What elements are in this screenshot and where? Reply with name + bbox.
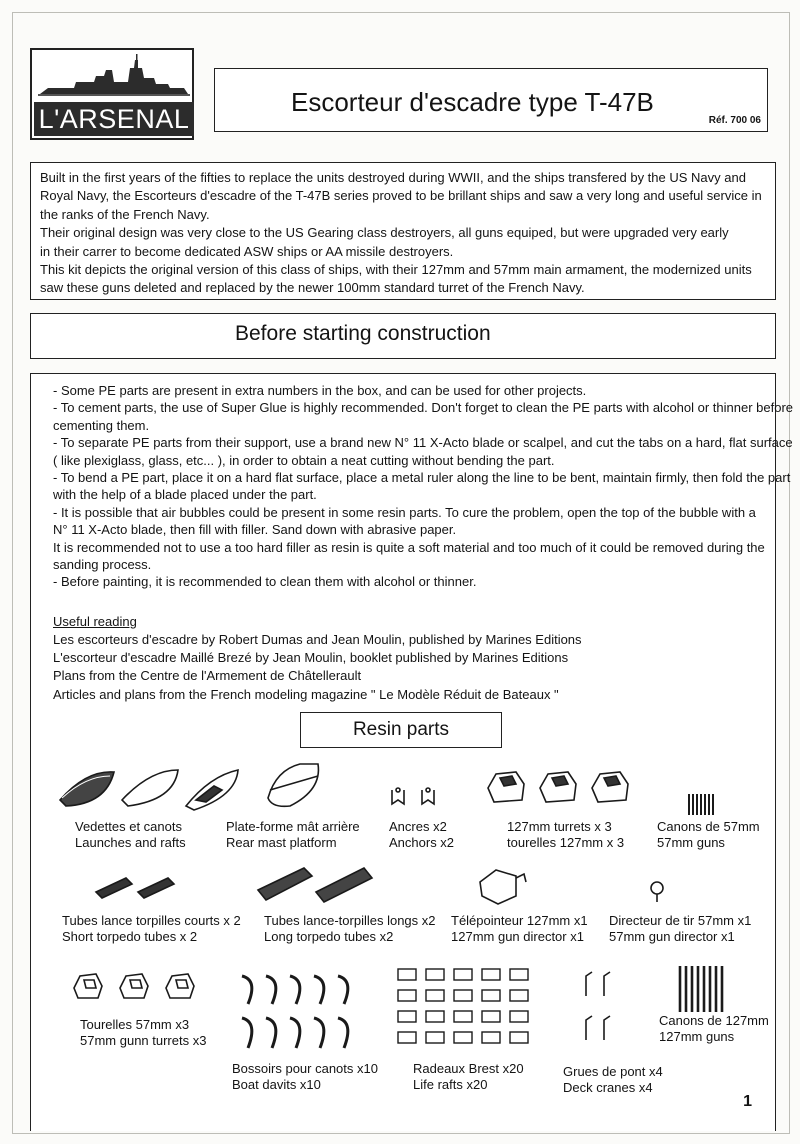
intro-line: saw these guns deleted and replaced by the newer 100mm standard turret of the French Navy. <box>40 280 585 296</box>
note-line: N° 11 X-Acto blade, then fill with filler. Sand down with abrasive paper. <box>53 522 457 538</box>
part-label-long-torpedo-tubes <box>264 913 436 945</box>
part-label-mast-platform <box>226 819 360 851</box>
part-name-fr: Canons de 127mm <box>659 1013 769 1028</box>
reading-item: Articles and plans from the French modeling magazine " Le Modèle Réduit de Bateaux " <box>53 686 559 702</box>
gun-director-127mm-icon <box>480 870 526 904</box>
note-line: - To bend a PE part, place it on a hard flat surface, place a metal ruler along the line to be bent, maintain firmly, then fold the part <box>53 470 791 486</box>
part-label-deck-cranes <box>563 1064 663 1096</box>
part-name-fr: Tourelles 57mm x3 <box>80 1017 190 1032</box>
part-name-en: 127mm guns <box>659 1029 735 1045</box>
part-name-en: 127mm turrets x 3 <box>507 819 612 834</box>
part-label-57mm-director <box>609 913 751 945</box>
turret-127mm-icon <box>592 772 628 802</box>
intro-line: Their original design was very close to the US Gearing class destroyers, all guns equiped, but were upgraded very early <box>40 225 729 241</box>
part-label-127mm-guns <box>659 1013 769 1045</box>
brand-name: L'ARSENAL <box>34 102 194 136</box>
part-name-en: Launches and rafts <box>75 835 186 851</box>
part-name-en: Short torpedo tubes x 2 <box>62 929 198 945</box>
part-label-boat-davits <box>232 1061 378 1093</box>
intro-line: Built in the first years of the fifties to replace the units destroyed during WWII, and the ships transfered by the US Navy and <box>40 170 746 185</box>
rowing-boat-icon <box>122 770 178 806</box>
part-name-en: 57mm gunn turrets x3 <box>80 1033 207 1049</box>
intro-line: This kit depicts the original version of this class of ships, with their 127mm and 57mm main armament, the modernized units <box>40 262 752 278</box>
turret-127mm-icon <box>540 772 576 802</box>
part-name-en: Long torpedo tubes x2 <box>264 929 394 945</box>
part-name-fr: Télépointeur 127mm x1 <box>451 913 588 928</box>
long-torpedo-tubes-icon <box>258 868 372 902</box>
part-name-fr: Grues de pont x4 <box>563 1064 663 1079</box>
part-name-fr: Tubes lance torpilles courts x 2 <box>62 913 241 928</box>
reading-item: L'escorteur d'escadre Maillé Brezé by Jean Moulin, booklet published by Marines Editions <box>53 650 569 666</box>
intro-line: Royal Navy, the Escorteurs d'escadre of the T-47B series proved to be brillant ships and saw a very long and useful service in <box>40 188 762 204</box>
note-line: It is recommended not to use a too hard filler as resin is quite a soft material and too much of it could be removed during the <box>53 539 765 555</box>
part-name-en: Life rafts x20 <box>413 1077 488 1093</box>
note-line: - To separate PE parts from their support, use a brand new N° 11 X-Acto blade or scalpel, and cut the tabs on a hard, flat surface <box>53 435 793 451</box>
part-name-fr: Radeaux Brest x20 <box>413 1061 524 1076</box>
part-name-en: Anchors x2 <box>389 835 455 851</box>
motor-launch-icon <box>186 770 238 810</box>
part-label-57mm-turrets <box>80 1017 206 1049</box>
part-label-anchors <box>389 819 454 851</box>
reading-heading: Useful reading <box>53 614 137 629</box>
page-number: 1 <box>743 1093 752 1110</box>
part-label-launches <box>75 819 186 851</box>
reference-number: Réf. 700 06 <box>708 115 761 126</box>
short-torpedo-tubes-icon <box>96 878 174 898</box>
part-label-life-rafts <box>413 1061 524 1093</box>
part-name-en: 57mm guns <box>657 835 725 851</box>
part-name-fr: Canons de 57mm <box>657 819 760 834</box>
gun-barrels-127mm-icon <box>680 966 722 1012</box>
part-name-en: Rear mast platform <box>226 835 337 851</box>
anchor-icon <box>422 788 434 804</box>
part-label-short-torpedo-tubes <box>62 913 241 945</box>
anchor-icon <box>392 788 404 804</box>
part-name-en: 57mm gun director x1 <box>609 929 735 945</box>
boat-davits-icon <box>242 976 348 1048</box>
note-line: - To cement parts, the use of Super Glue is highly recommended. Don't forget to clean the PE parts with alcohol or thinner before <box>53 400 794 416</box>
reading-item: Plans from the Centre de l'Armement de Châtellerault <box>53 668 362 684</box>
part-name-fr: Ancres x2 <box>389 819 447 834</box>
reading-item: Les escorteurs d'escadre by Robert Dumas and Jean Moulin, published by Marines Editions <box>53 632 582 647</box>
part-name-fr: Tubes lance-torpilles longs x2 <box>264 913 436 928</box>
document-title: Escorteur d'escadre type T-47B <box>291 87 654 117</box>
note-line: sanding process. <box>53 557 152 573</box>
life-rafts-icon <box>398 969 528 1043</box>
gun-barrels-57mm-icon <box>689 794 713 815</box>
note-line: - Before painting, it is recommended to clean them with alcohol or thinner. <box>53 574 477 590</box>
part-label-57mm-guns <box>657 819 760 851</box>
part-label-127mm-director <box>451 913 588 945</box>
turret-57mm-icon <box>74 974 102 998</box>
note-line: with the help of a blade placed under the part. <box>53 487 317 503</box>
part-name-fr: Bossoirs pour canots x10 <box>232 1061 378 1076</box>
turret-57mm-icon <box>166 974 194 998</box>
launch-boat-icon <box>60 772 114 806</box>
part-name-fr: tourelles 127mm x 3 <box>507 835 625 851</box>
part-name-en: 127mm gun director x1 <box>451 929 584 945</box>
mast-platform-icon <box>268 764 318 806</box>
note-line: - It is possible that air bubbles could be present in some resin parts. To cure the problem, open the top of the bubble with a <box>53 504 756 520</box>
note-line: ( like plexiglass, glass, etc... ), in order to obtain a neat cutting without bending the part. <box>53 452 555 468</box>
turret-127mm-icon <box>488 772 524 802</box>
deck-cranes-icon <box>586 972 610 1040</box>
note-line: cementing them. <box>53 417 150 433</box>
turret-57mm-icon <box>120 974 148 998</box>
part-name-en: Boat davits x10 <box>232 1077 321 1093</box>
intro-line: in their carrer to become dedicated ASW ships or AA missile destroyers. <box>40 243 454 259</box>
note-line: - Some PE parts are present in extra numbers in the box, and can be used for other projects. <box>53 383 587 398</box>
gun-director-57mm-icon <box>651 882 663 902</box>
resin-heading: Resin parts <box>352 719 450 740</box>
part-label-127mm-turrets <box>507 819 624 851</box>
section-heading: Before starting construction <box>235 322 491 345</box>
part-name-fr: Plate-forme mât arrière <box>226 819 360 834</box>
part-name-fr: Directeur de tir 57mm x1 <box>609 913 752 928</box>
part-name-fr: Vedettes et canots <box>75 819 182 834</box>
part-name-en: Deck cranes x4 <box>563 1080 653 1096</box>
intro-line: the ranks of the French Navy. <box>40 206 210 222</box>
